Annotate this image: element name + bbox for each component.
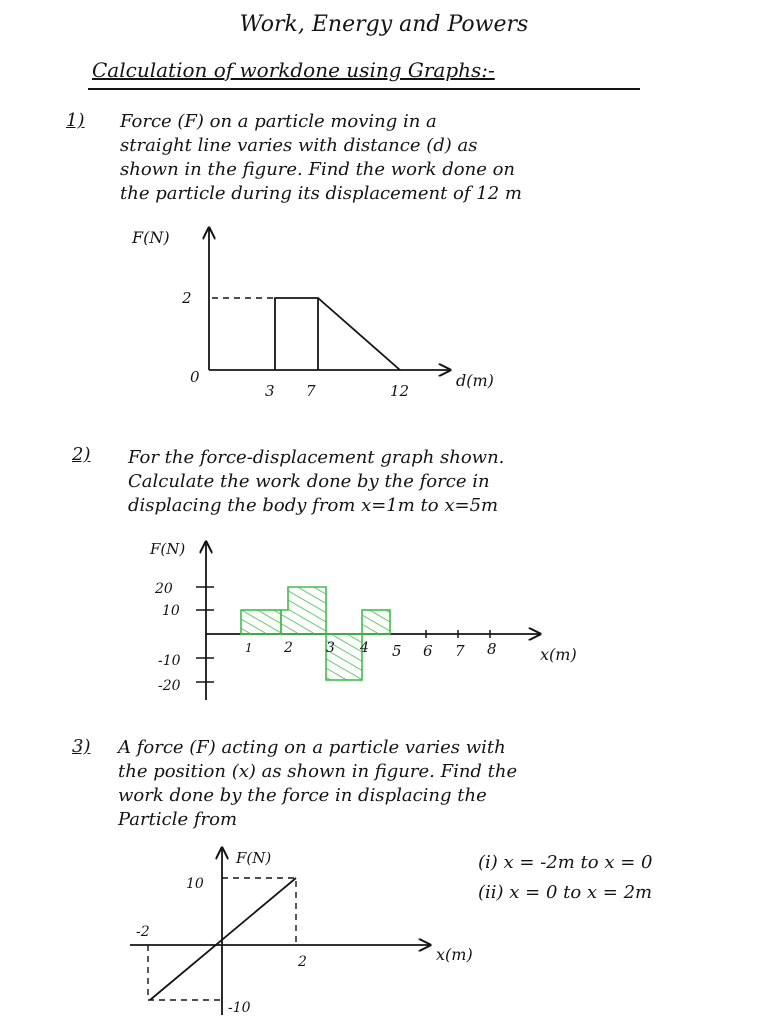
graph-3-force-line xyxy=(150,878,296,1000)
graph-1-xtick: 12 xyxy=(390,382,410,400)
graph-3-ytick-neg: -10 xyxy=(228,1000,251,1016)
question-3-line: work done by the force in displacing the xyxy=(118,785,487,806)
graph-2-bar-4 xyxy=(362,610,390,634)
graph-2-bar-2 xyxy=(281,587,326,634)
graph-3-xtick-neg: -2 xyxy=(136,924,150,940)
graph-2-ylabel: F(N) xyxy=(150,540,186,558)
graph-1-ylabel: F(N) xyxy=(132,228,170,247)
graph-2-xtick: 3 xyxy=(326,640,335,656)
question-3-part: (ii) x = 0 to x = 2m xyxy=(478,882,653,903)
graph-2-bar-1 xyxy=(241,610,281,634)
question-1-line: Force (F) on a particle moving in a xyxy=(120,111,437,132)
graph-3-ylabel: F(N) xyxy=(236,849,272,867)
section-heading: Calculation of workdone using Graphs:- xyxy=(92,58,495,82)
question-3-text xyxy=(118,736,517,832)
question-3-line: Particle from xyxy=(118,809,238,830)
graph-1-xlabel: d(m) xyxy=(456,371,494,390)
question-2-line: displacing the body from x=1m to x=5m xyxy=(128,495,499,516)
question-2-line: For the force-displacement graph shown. xyxy=(128,447,505,468)
graph-3-xlabel: x(m) xyxy=(436,945,473,964)
graph-3-xtick-pos: 2 xyxy=(298,954,307,970)
question-3-number: 3) xyxy=(72,736,91,757)
page-title: Work, Energy and Powers xyxy=(239,12,529,37)
graph-2-ytick: -10 xyxy=(158,653,181,669)
question-1-number: 1) xyxy=(66,110,85,131)
question-3-line: the position (x) as shown in figure. Find the xyxy=(118,761,518,782)
graph-2-xtick: 2 xyxy=(284,640,293,656)
graph-2-xtick: 8 xyxy=(487,640,497,658)
graph-1-xtick: 3 xyxy=(265,382,275,400)
graph-1-origin: 0 xyxy=(190,368,200,386)
graph-2-ytick: 10 xyxy=(162,603,180,619)
question-2-line: Calculate the work done by the force in xyxy=(128,471,490,492)
graph-2-xlabel: x(m) xyxy=(540,645,577,664)
graph-2-xtick: 5 xyxy=(392,642,402,660)
graph-2-xtick: 1 xyxy=(245,641,253,655)
question-2-text xyxy=(128,446,504,518)
question-3-part: (i) x = -2m to x = 0 xyxy=(478,852,653,873)
graph-3-ytick-pos: 10 xyxy=(186,876,204,892)
graph-2-ytick: 20 xyxy=(155,581,173,597)
question-1-line: shown in the figure. Find the work done on xyxy=(120,159,515,180)
question-2-number: 2) xyxy=(72,444,91,465)
graph-2-xtick: 4 xyxy=(360,640,369,656)
graph-2-xtick: 6 xyxy=(423,642,433,660)
question-1-line: straight line varies with distance (d) as xyxy=(120,135,478,156)
graph-1-force-curve xyxy=(275,298,400,370)
graph-2-xtick: 7 xyxy=(455,642,465,660)
question-3-parts xyxy=(478,848,652,908)
graph-1-xtick: 7 xyxy=(306,382,316,400)
question-1-line: the particle during its displacement of 12 m xyxy=(120,183,522,204)
graph-1-ytick: 2 xyxy=(182,289,192,307)
question-3-line: A force (F) acting on a particle varies with xyxy=(118,737,506,758)
graph-2-ytick: -20 xyxy=(158,678,181,694)
